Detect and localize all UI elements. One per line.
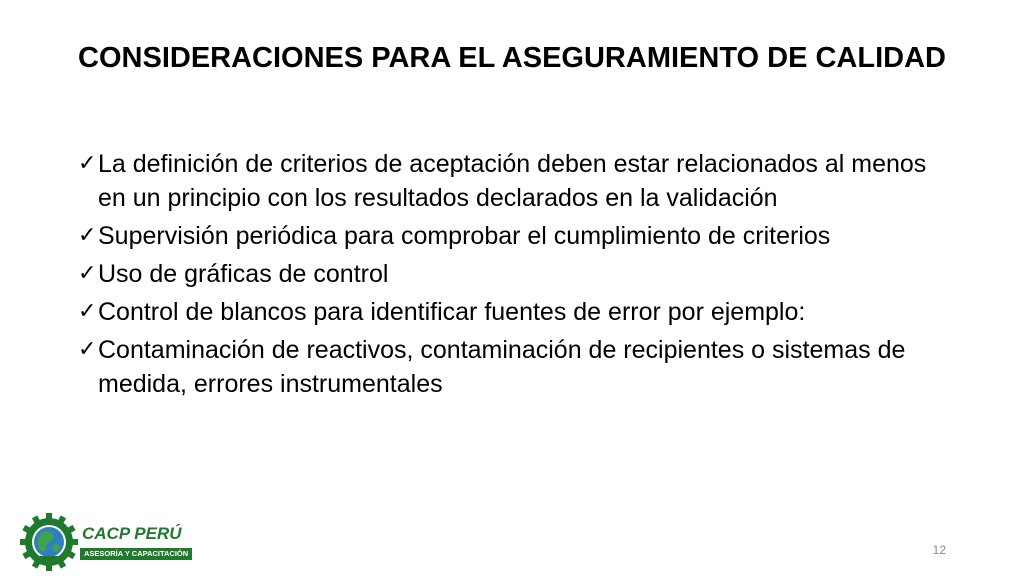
bullet-list	[78, 147, 958, 405]
checkmark-icon: ✓	[78, 261, 97, 286]
list-item	[78, 333, 958, 401]
checkmark-icon: ✓	[78, 223, 97, 248]
list-item	[78, 147, 958, 215]
checkmark-icon: ✓	[78, 337, 97, 362]
bullet-text: Contaminación de reactivos, contaminación de recipientes o sistemas de medida, errores instrumentales	[98, 336, 906, 398]
bullet-text: Uso de gráficas de control	[98, 260, 389, 288]
bullet-text: La definición de criterios de aceptación deben estar relacionados al menos en un principio con los resultados declarados en la validación	[98, 150, 927, 212]
company-logo	[20, 513, 190, 571]
list-item	[78, 219, 958, 253]
bullet-text: Supervisión periódica para comprobar el cumplimiento de criterios	[98, 222, 831, 250]
checkmark-icon: ✓	[78, 151, 97, 176]
list-item	[78, 295, 958, 329]
logo-name: CACP PERÚ	[82, 524, 182, 543]
list-item	[78, 257, 958, 291]
checkmark-icon: ✓	[78, 299, 97, 324]
logo-tagline: ASESORÍA Y CAPACITACIÓN	[80, 548, 192, 560]
page-number: 12	[932, 543, 946, 557]
slide-title: CONSIDERACIONES PARA EL ASEGURAMIENTO DE CALIDAD	[78, 42, 946, 74]
bullet-text: Control de blancos para identificar fuentes de error por ejemplo:	[98, 298, 806, 326]
gear-globe-icon	[20, 513, 78, 571]
